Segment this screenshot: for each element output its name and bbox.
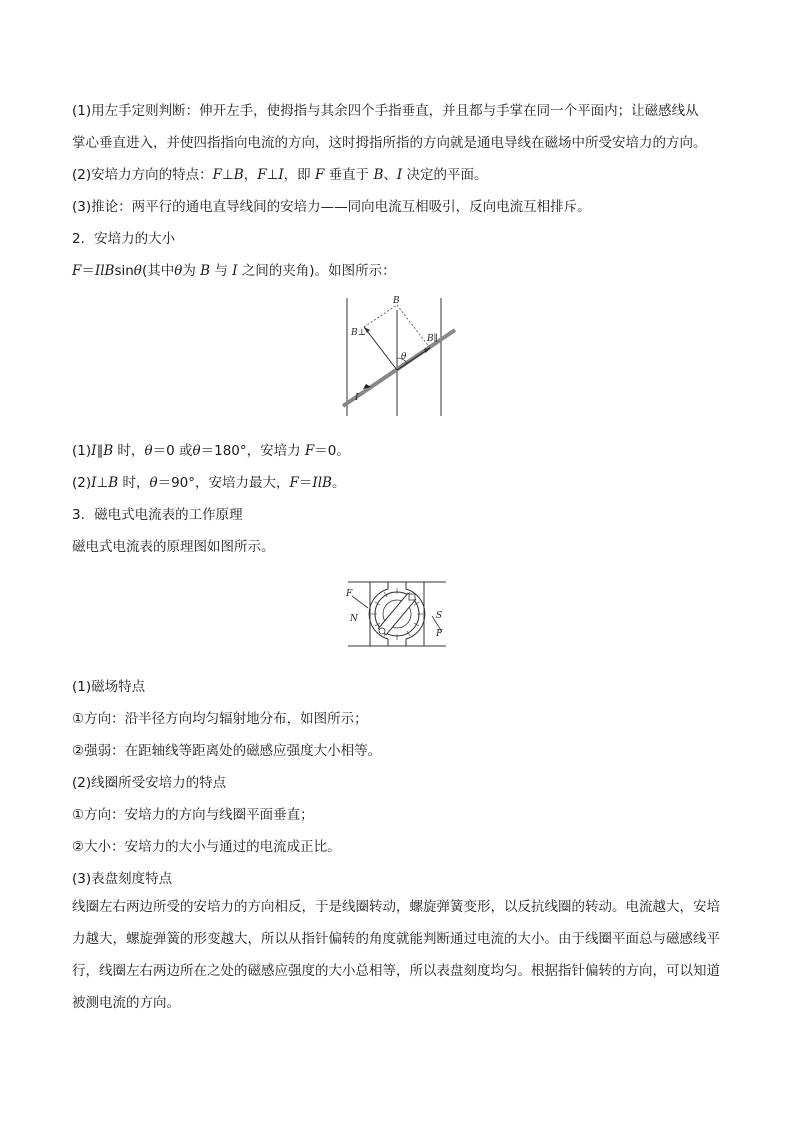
- rule-line-2: 掌心垂直进入，并使四指指向电流的方向，这时拇指所指的方向就是通电导线在磁场中所受安培力的方向。: [72, 135, 707, 151]
- force-formula: F＝IlBsinθ(其中θ为 B 与 I 之间的夹角)。如图所示：: [72, 263, 396, 279]
- force-size: ②大小：安培力的大小与通过的电流成正比。: [72, 839, 341, 855]
- b-perp-component: [364, 327, 397, 370]
- field-title: (1)磁场特点: [72, 679, 146, 695]
- ammeter-diagram: [340, 574, 452, 654]
- label-current: I: [355, 393, 359, 403]
- coil-side-cross: [409, 594, 415, 600]
- rule-line-1: (1)用左手定则判断：伸开左手，使拇指与其余四个手指垂直，并且都与手掌在同一个平面内；让磁感线从: [72, 103, 699, 119]
- field-direction: ①方向：沿半径方向均匀辐射地分布，如图所示；: [72, 711, 368, 727]
- force-arrow-left: [352, 596, 368, 608]
- direction-feature: (2)安培力方向的特点：F⊥B，F⊥I，即 F 垂直于 B、I 决定的平面。: [72, 167, 488, 183]
- scale-explanation: 线圈左右两边所受的安培力的方向相反，于是线圈转动，螺旋弹簧变形，以反抗线圈的转动。电流越大，安培力越大，螺旋弹簧的形变越大，所以从指针偏转的角度就能判断通过电流的大小。由于线圈平面总与磁感线平行，线圈左右两边所在之处的磁感应强度的大小总相等，所以表盘刻度均匀。根据指针偏转的方向，可以知道被测电流的方向。: [72, 899, 720, 1011]
- case-parallel: (1)I∥B 时，θ＝0 或θ＝180°，安培力 F＝0。: [72, 443, 350, 459]
- label-theta: θ: [401, 352, 407, 362]
- label-f-left: F: [346, 589, 353, 599]
- ammeter-intro: 磁电式电流表的原理图如图所示。: [72, 539, 275, 555]
- field-strength: ②强弱：在距轴线等距离处的磁感应强度大小相等。: [72, 743, 382, 759]
- label-b-top: B: [393, 296, 400, 306]
- label-b-par: B∥: [427, 334, 438, 344]
- coil-side-dot: [379, 628, 385, 634]
- force-title: (2)线圈所受安培力的特点: [72, 775, 227, 791]
- section-heading-2: 2．安培力的大小: [72, 231, 176, 247]
- section-heading-3: 3．磁电式电流表的工作原理: [72, 507, 243, 523]
- dashed-right: [397, 305, 430, 348]
- dashed-top: [364, 305, 397, 327]
- label-s-pole: S: [436, 611, 443, 621]
- field-decomposition-diagram: [335, 288, 463, 420]
- label-n-pole: N: [350, 614, 358, 624]
- label-f-right: F: [436, 629, 443, 639]
- case-perpendicular: (2)I⊥B 时，θ＝90°，安培力最大，F＝IlB。: [72, 475, 346, 491]
- scale-title: (3)表盘刻度特点: [72, 871, 173, 887]
- label-b-perp: B⊥: [351, 328, 367, 338]
- inference: (3)推论：两平行的通电直导线间的安培力——同向电流互相吸引，反向电流互相排斥。: [72, 199, 591, 215]
- force-direction: ①方向：安培力的方向与线圈平面垂直；: [72, 807, 314, 823]
